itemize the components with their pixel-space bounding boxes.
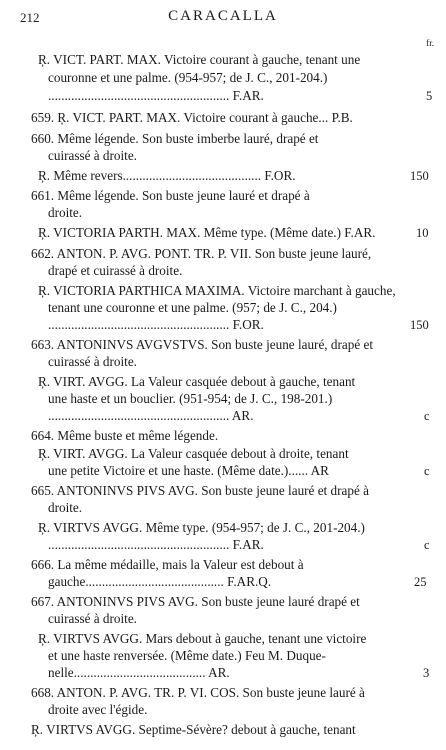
margin-value: 150	[410, 169, 429, 183]
text-line: Ŗ. VIRTVS AVGG. Septime-Sévère? debout à gauche, tenant	[31, 722, 356, 737]
text-line: Ŗ. VIRT. AVGG. La Valeur casquée debout à droite, tenant	[38, 446, 349, 461]
text-line: Ŗ. VICTORIA PARTH. MAX. Même type. (Même date.) F.AR.	[38, 225, 376, 240]
margin-value: 150	[410, 318, 429, 332]
text-line: 667. ANTONINVS PIVS AVG. Son buste jeune lauré drapé et	[31, 594, 360, 609]
margin-value: 5	[426, 89, 433, 103]
text-line: tenant une couronne et une palme. (957; de J. C., 204.)	[48, 300, 337, 315]
text-line: couronne et une palme. (954-957; de J. C., 201-204.)	[48, 70, 328, 85]
margin-value: 25	[414, 575, 427, 589]
margin-value: c	[424, 409, 430, 423]
text-line: 663. ANTONINVS AVGVSTVS. Son buste jeune lauré, drapé et	[31, 337, 373, 352]
text-line: cuirassé à droite.	[48, 354, 137, 369]
text-line: Ŗ. VIRT. AVGG. La Valeur casquée debout à gauche, tenant	[38, 374, 356, 389]
text-line: droite.	[48, 205, 83, 220]
text-line: 668. ANTON. P. AVG. TR. P. VI. COS. Son buste jeune lauré à	[31, 685, 365, 700]
margin-value: c	[424, 464, 430, 478]
text-line: ....................................................... F.AR.	[48, 88, 264, 103]
page-number: 212	[20, 10, 40, 25]
text-line: drapé et cuirassé à droite.	[48, 263, 183, 278]
text-line: cuirassé à droite.	[48, 148, 137, 163]
text-line: 666. La même médaille, mais la Valeur est debout à	[31, 557, 304, 572]
text-line: Ŗ. VICTORIA PARTHICA MAXIMA. Victoire marchant à gauche,	[38, 283, 396, 298]
text-line: nelle........................................ AR.	[48, 665, 230, 680]
text-line: 665. ANTONINVS PIVS AVG. Son buste jeune lauré et drapé à	[31, 483, 369, 498]
text-line: une haste et un bouclier. (951-954; de J. C., 198-201.)	[48, 391, 333, 406]
text-line: une petite Victoire et une haste. (Même date.)...... AR	[48, 463, 329, 478]
text-line: Ŗ. VIRTVS AVGG. Même type. (954-957; de J. C., 201-204.)	[38, 520, 365, 535]
text-line: et une haste renversée. (Même date.) Feu M. Duque-	[48, 648, 326, 663]
text-line: ....................................................... F.OR.	[48, 317, 264, 332]
text-line: Ŗ. Même revers.......................................... F.OR.	[38, 168, 296, 183]
text-line: Ŗ. VICT. PART. MAX. Victoire courant à gauche, tenant une	[38, 52, 361, 67]
margin-value: 3	[423, 666, 430, 680]
text-line: Ŗ. VIRTVS AVGG. Mars debout à gauche, tenant une victoire	[38, 631, 367, 646]
text-line: 659. Ŗ. VICT. PART. MAX. Victoire courant à gauche... P.B.	[31, 110, 353, 125]
text-line: gauche.......................................... F.AR.Q.	[48, 574, 272, 589]
text-line: droite avec l'égide.	[48, 702, 148, 717]
margin-value: c	[424, 538, 430, 552]
text-line: 660. Même légende. Son buste imberbe lauré, drapé et	[31, 131, 319, 146]
text-line: cuirassé à droite.	[48, 611, 137, 626]
text-line: 662. ANTON. P. AVG. PONT. TR. P. VII. Son buste jeune lauré,	[31, 246, 372, 261]
text-line: 661. Même légende. Son buste jeune lauré et drapé à	[31, 188, 310, 203]
text-line: 664. Même buste et même légende.	[31, 428, 219, 443]
corner-mark: fr.	[426, 38, 434, 48]
text-line: ....................................................... F.AR.	[48, 537, 264, 552]
running-title: CARACALLA	[168, 8, 278, 24]
margin-value: 10	[416, 226, 429, 240]
text-line: droite.	[48, 500, 83, 515]
text-line: ....................................................... AR.	[48, 408, 254, 423]
